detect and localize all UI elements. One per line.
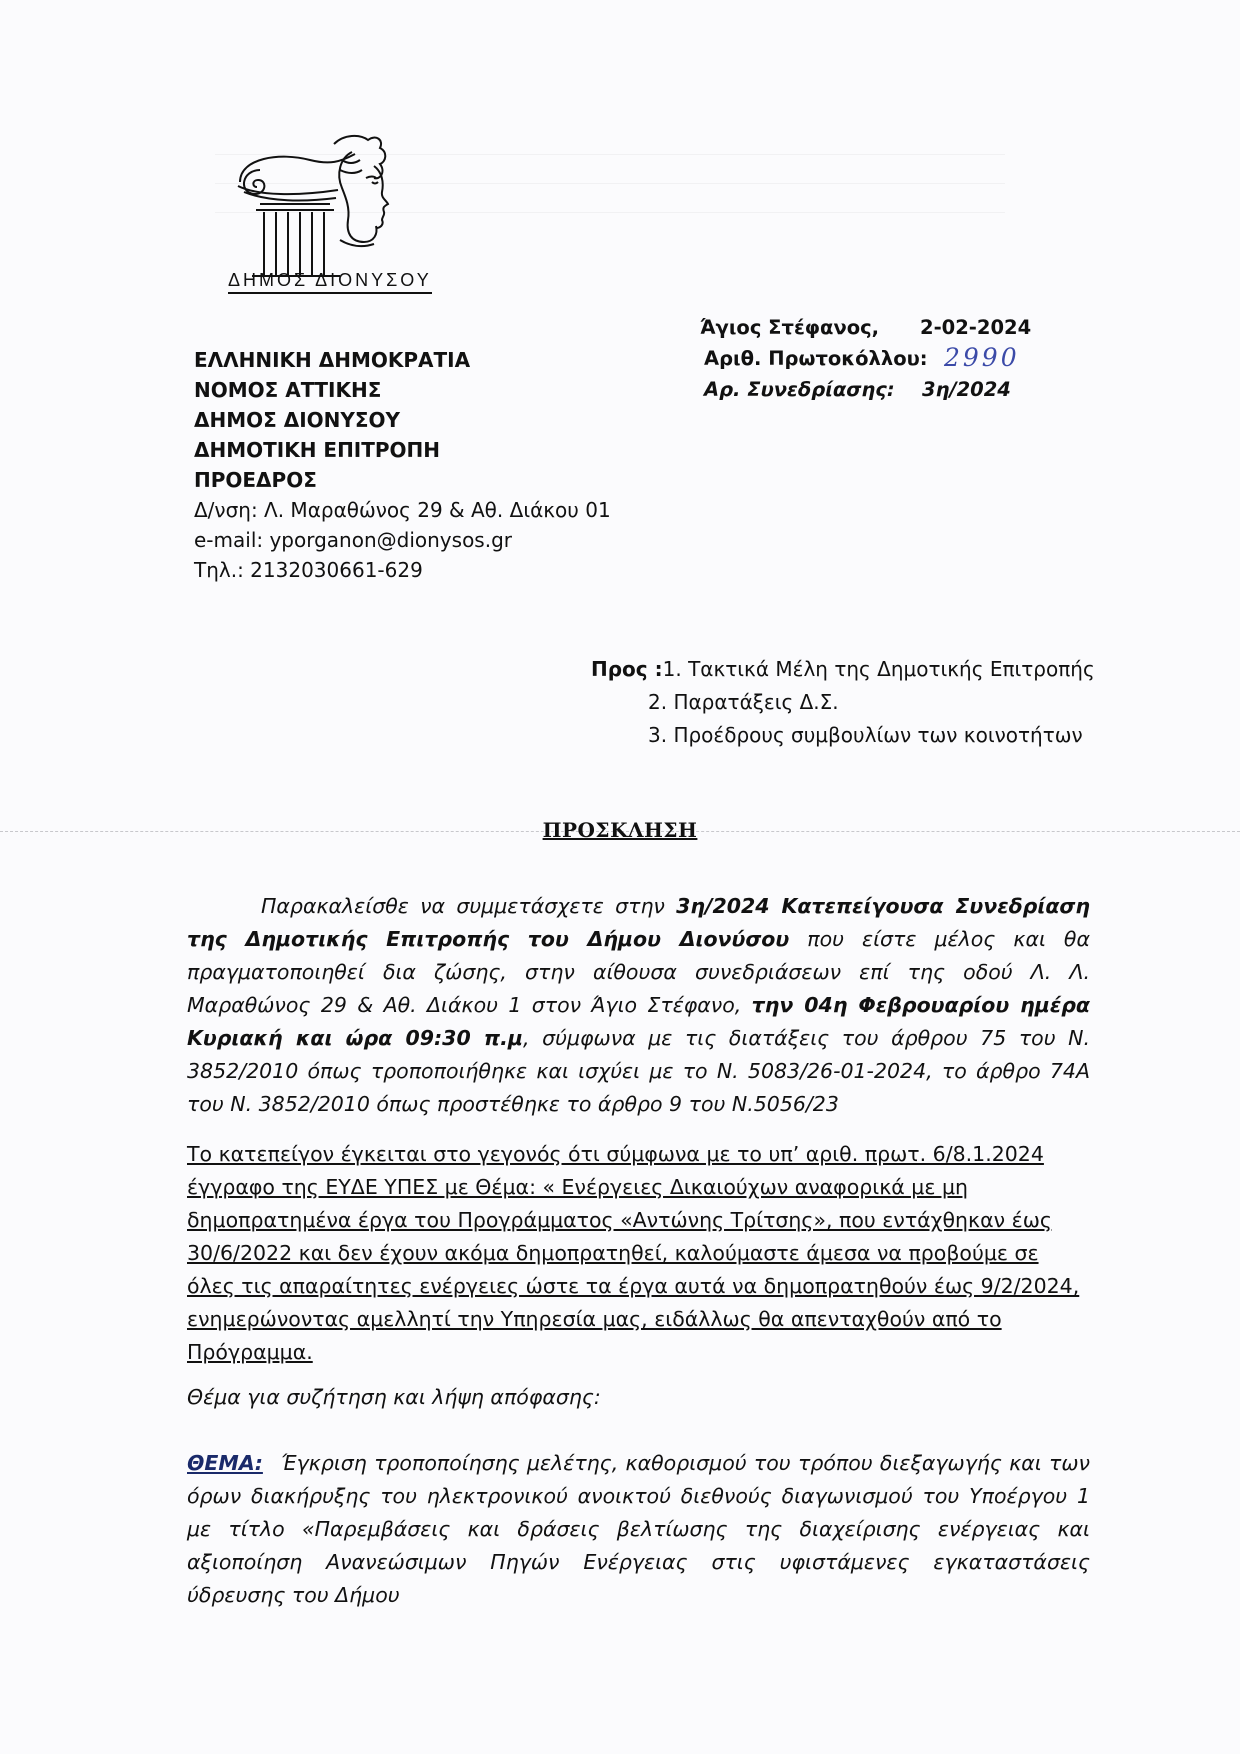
recipient-item: 1. Τακτικά Μέλη της Δημοτικής Επιτροπής bbox=[662, 657, 1095, 681]
document-date: 2-02-2024 bbox=[920, 316, 1032, 339]
sender-phone: Τηλ.: 2132030661-629 bbox=[194, 558, 423, 582]
thema-text: Έγκριση τροποποίησης μελέτης, καθορισμού του τρόπου διεξαγωγής και των όρων διακήρυξης του ηλεκτρονικού ανοικτού διεθνούς διαγωνισμού του Υποέργου 1 με τίτλο «Παρεμβάσεις και δράσεις βελτίωσης της διαχείρισης ενέργειας και αξιοποίηση Ανανεώσιμων Πηγών Ενέργειας στις υφιστάμενες εγκαταστάσεις ύδρευσης του Δήμου bbox=[187, 1451, 1090, 1607]
agenda-topic bbox=[187, 1447, 1090, 1612]
logo-underline bbox=[228, 292, 432, 294]
sender-role: ΠΡΟΕΔΡΟΣ bbox=[194, 468, 317, 492]
sender-email: e-mail: yporganon@dionysos.gr bbox=[194, 528, 512, 552]
thema-label: ΘΕΜΑ: bbox=[187, 1451, 263, 1475]
para1-text-1: Παρακαλείσθε να συμμετάσχετε στην bbox=[261, 894, 677, 918]
sender-committee: ΔΗΜΟΤΙΚΗ ΕΠΙΤΡΟΠΗ bbox=[194, 438, 441, 462]
place-label: Άγιος Στέφανος, bbox=[700, 316, 880, 339]
recipient-item: 3. Προέδρους συμβουλίων των κοινοτήτων bbox=[648, 723, 1083, 747]
meeting-number: 3η/2024 bbox=[922, 378, 1011, 401]
urgency-paragraph: Το κατεπείγον έγκειται στο γεγονός ότι σύμφωνα με το υπ’ αριθ. πρωτ. 6/8.1.2024 έγγραφο της ΕΥΔΕ ΥΠΕΣ με Θέμα: « Ενέργειες Δικαιούχων αναφορικά με μη δημοπρατημένα έργα του Προγράμματος «Αντώνης Τρίτσης», που εντάχθηκαν έως 30/6/2022 και δεν έχουν ακόμα δημοπρατηθεί, καλούμαστε άμεσα να προβούμε σε όλες τις απαραίτητες ενέργειες ώστε τα έργα αυτά να δημοπρατηθούν έως 9/2/2024, ενημερώνοντας αμελλητί την Υπηρεσία μας, ειδάλλως θα απενταχθούν από το Πρόγραμμα. bbox=[187, 1142, 1080, 1364]
document-title: ΠΡΟΣΚΛΗΣΗ bbox=[542, 818, 698, 842]
sender-block bbox=[194, 345, 611, 585]
sender-municipality: ΔΗΜΟΣ ΔΙΟΝΥΣΟΥ bbox=[194, 408, 401, 432]
recipient-item: 2. Παρατάξεις Δ.Σ. bbox=[648, 690, 839, 714]
meeting-label: Αρ. Συνεδρίασης: bbox=[704, 378, 895, 401]
topic-prompt: Θέμα για συζήτηση και λήψη απόφασης: bbox=[187, 1385, 601, 1409]
sender-address: Δ/νση: Λ. Μαραθώνος 29 & Αθ. Διάκου 01 bbox=[194, 498, 611, 522]
recipients-block bbox=[591, 653, 1095, 752]
sender-country: ΕΛΛΗΝΙΚΗ ΔΗΜΟΚΡΑΤΙΑ bbox=[194, 348, 471, 372]
protocol-number: 2990 bbox=[944, 343, 1020, 372]
para1-bold-2: την 04η Φεβρουαρίου ημέρα Κυριακή και ώρα 09:30 π.μ bbox=[187, 993, 1090, 1050]
invitation-paragraph bbox=[187, 890, 1090, 1121]
para1-bold-1: 3η/2024 Κατεπείγουσα Συνεδρίαση της Δημοτικής Επιτροπής του Δήμου Διονύσου bbox=[187, 894, 1090, 951]
recipients-label: Προς : bbox=[591, 657, 663, 681]
protocol-label: Αριθ. Πρωτοκόλλου: bbox=[704, 347, 928, 370]
logo-text: ΔΗΜΟΣ ΔΙΟΝΥΣΟΥ bbox=[228, 270, 432, 290]
para1-text-3: , σύμφωνα με τις διατάξεις του άρθρου 75 του Ν. 3852/2010 όπως τροποποιήθηκε και ισχύει με το Ν. 5083/26-01-2024, το άρθρο 74Α του Ν. 3852/2010 όπως προστέθηκε το άρθρο 9 του Ν.5056/23 bbox=[187, 1026, 1091, 1116]
para1-text-2: που είστε μέλος και θα πραγματοποιηθεί δια ζώσης, στην αίθουσα συνεδριάσεων επί της οδού Λ. Λ. Μαραθώνος 29 & Αθ. Διάκου 1 στον Άγιο Στέφανο, bbox=[187, 927, 1090, 1017]
sender-prefecture: ΝΟΜΟΣ ΑΤΤΙΚΗΣ bbox=[194, 378, 382, 402]
